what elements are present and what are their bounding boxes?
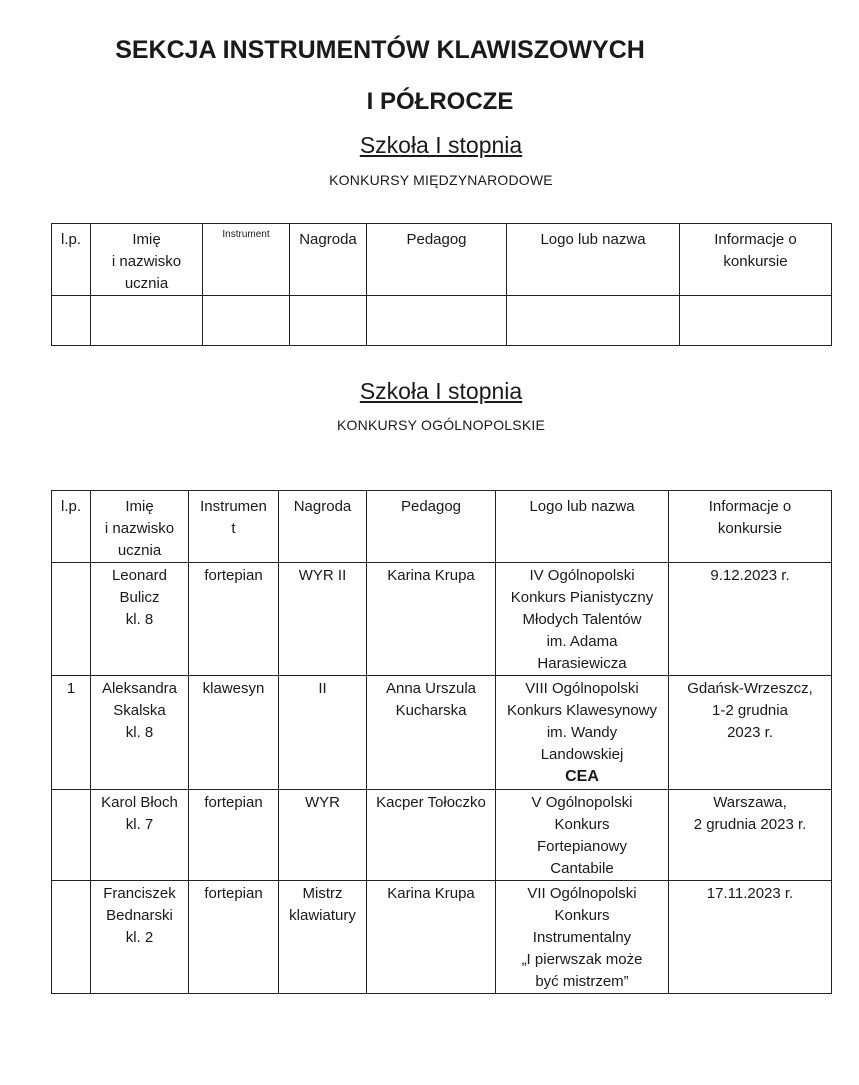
prize-text: WYR II bbox=[298, 567, 347, 584]
table-row bbox=[52, 296, 832, 346]
header-text: Informacje o bbox=[714, 231, 797, 248]
prize-text: WYR bbox=[305, 794, 340, 811]
student-cell bbox=[91, 563, 189, 676]
student-name-line: Leonard bbox=[111, 567, 168, 584]
header-text: ucznia bbox=[124, 275, 169, 292]
teacher-cell bbox=[367, 676, 496, 790]
lp-cell bbox=[52, 563, 91, 676]
info-line: 1-2 grudnia bbox=[712, 702, 788, 719]
contest-cell bbox=[496, 790, 669, 881]
header-text: i nazwisko bbox=[104, 520, 175, 537]
header-logo: Logo lub nazwa bbox=[507, 224, 680, 296]
contest-line: Instrumentalny bbox=[532, 929, 632, 946]
contest-line: VIII Ogólnopolski bbox=[525, 680, 639, 697]
table-row bbox=[52, 563, 832, 676]
header-instrument: Instrument bbox=[203, 224, 290, 296]
table-cell bbox=[367, 296, 507, 346]
contest-line: Konkurs Pianistyczny bbox=[510, 589, 654, 606]
header-teacher: Pedagog bbox=[367, 491, 496, 563]
table-cell bbox=[507, 296, 680, 346]
info-line: 17.11.2023 r. bbox=[706, 885, 794, 902]
header-lp: l.p. bbox=[52, 224, 91, 296]
contest-line: im. Adama bbox=[546, 633, 618, 650]
header-student-name bbox=[91, 491, 189, 563]
school-level-heading: Szkoła I stopnia bbox=[359, 378, 523, 404]
header-text: i nazwisko bbox=[111, 253, 182, 270]
prize-cell bbox=[279, 790, 367, 881]
table-cell bbox=[290, 296, 367, 346]
header-text: ucznia bbox=[117, 542, 162, 559]
info-line: Gdańsk-Wrzeszcz, bbox=[687, 680, 813, 697]
prize-cell bbox=[279, 563, 367, 676]
contest-line: Młodych Talentów bbox=[522, 611, 642, 628]
student-name-line: Franciszek bbox=[103, 885, 176, 902]
prize-text: klawiatury bbox=[289, 907, 356, 924]
info-line: Warszawa, bbox=[713, 794, 787, 811]
header-text: t bbox=[231, 520, 236, 537]
header-info bbox=[680, 224, 832, 296]
school-level-heading: Szkoła I stopnia bbox=[359, 132, 523, 158]
header-prize: Nagroda bbox=[279, 491, 367, 563]
lp-cell bbox=[52, 790, 91, 881]
contest-line: Konkurs bbox=[554, 907, 610, 924]
student-cell bbox=[91, 676, 189, 790]
prize-text: Mistrz bbox=[302, 885, 343, 902]
table-header-row bbox=[52, 491, 832, 563]
teacher-name: Kucharska bbox=[395, 702, 467, 719]
student-class: kl. 8 bbox=[125, 724, 154, 741]
prize-text: II bbox=[318, 680, 327, 697]
table-cell bbox=[91, 296, 203, 346]
teacher-name: Anna Urszula bbox=[385, 680, 477, 697]
header-logo: Logo lub nazwa bbox=[496, 491, 669, 563]
header-instrument bbox=[189, 491, 279, 563]
semester-title: I PÓŁROCZE bbox=[366, 88, 514, 115]
instrument-cell: klawesyn bbox=[189, 676, 279, 790]
instrument-cell: fortepian bbox=[189, 881, 279, 994]
header-text: konkursie bbox=[723, 253, 788, 270]
header-text: Informacje o bbox=[708, 498, 792, 515]
lp-cell: 1 bbox=[52, 676, 91, 790]
contest-line: „I pierwszak może bbox=[521, 951, 643, 968]
header-text: Imię bbox=[125, 498, 154, 515]
teacher-cell bbox=[367, 881, 496, 994]
info-cell bbox=[669, 563, 832, 676]
table-header-row bbox=[52, 224, 832, 296]
header-text: konkursie bbox=[717, 520, 783, 537]
contest-logo-text: CEA bbox=[565, 768, 599, 785]
contest-line: Konkurs Klawesynowy bbox=[506, 702, 658, 719]
info-line: 9.12.2023 r. bbox=[710, 567, 790, 584]
prize-cell bbox=[279, 676, 367, 790]
header-student-name bbox=[91, 224, 203, 296]
contest-line: IV Ogólnopolski bbox=[529, 567, 635, 584]
teacher-cell bbox=[367, 790, 496, 881]
info-cell bbox=[669, 881, 832, 994]
teacher-name: Kacper Tołoczko bbox=[376, 794, 486, 811]
header-teacher: Pedagog bbox=[367, 224, 507, 296]
table-row bbox=[52, 881, 832, 994]
contest-line: V Ogólnopolski bbox=[531, 794, 633, 811]
teacher-cell bbox=[367, 563, 496, 676]
international-contests-table bbox=[51, 223, 832, 346]
teacher-name: Karina Krupa bbox=[387, 567, 475, 584]
table-cell bbox=[680, 296, 832, 346]
table-row bbox=[52, 676, 832, 790]
contest-line: być mistrzem” bbox=[535, 973, 629, 990]
header-prize: Nagroda bbox=[290, 224, 367, 296]
national-contests-table bbox=[51, 490, 832, 994]
header-lp: l.p. bbox=[52, 491, 91, 563]
student-class: kl. 2 bbox=[125, 929, 154, 946]
info-line: 2023 r. bbox=[727, 724, 773, 741]
student-name-line: Aleksandra bbox=[101, 680, 178, 697]
student-class: kl. 7 bbox=[125, 816, 154, 833]
header-text: Imię bbox=[132, 231, 161, 248]
contest-line: VII Ogólnopolski bbox=[527, 885, 637, 902]
student-cell bbox=[91, 790, 189, 881]
contest-cell bbox=[496, 881, 669, 994]
document-title: SEKCJA INSTRUMENTÓW KLAWISZOWYCH bbox=[115, 36, 645, 64]
student-cell bbox=[91, 881, 189, 994]
instrument-cell: fortepian bbox=[189, 790, 279, 881]
info-cell bbox=[669, 790, 832, 881]
prize-cell bbox=[279, 881, 367, 994]
header-text: Instrumen bbox=[200, 498, 267, 515]
teacher-name: Karina Krupa bbox=[387, 885, 475, 902]
table-cell bbox=[52, 296, 91, 346]
contest-line: Fortepianowy bbox=[536, 838, 628, 855]
student-name-line: Karol Błoch bbox=[101, 794, 178, 811]
student-name-line: Bednarski bbox=[106, 907, 173, 924]
lp-cell bbox=[52, 881, 91, 994]
contest-cell bbox=[496, 563, 669, 676]
table-cell bbox=[203, 296, 290, 346]
student-class: kl. 8 bbox=[125, 611, 154, 628]
table-row bbox=[52, 790, 832, 881]
contest-cell bbox=[496, 676, 669, 790]
international-section-label: KONKURSY MIĘDZYNARODOWE bbox=[329, 172, 553, 188]
info-line: 2 grudnia 2023 r. bbox=[693, 816, 807, 833]
national-section-label: KONKURSY OGÓLNOPOLSKIE bbox=[337, 417, 545, 433]
contest-line: im. Wandy bbox=[546, 724, 618, 741]
student-name-line: Skalska bbox=[113, 702, 166, 719]
contest-line: Konkurs bbox=[554, 816, 610, 833]
student-name-line: Bulicz bbox=[119, 589, 160, 606]
contest-line: Harasiewicza bbox=[537, 655, 627, 672]
header-info bbox=[669, 491, 832, 563]
info-cell bbox=[669, 676, 832, 790]
contest-line: Landowskiej bbox=[540, 746, 624, 763]
contest-line: Cantabile bbox=[550, 860, 614, 877]
instrument-cell: fortepian bbox=[189, 563, 279, 676]
